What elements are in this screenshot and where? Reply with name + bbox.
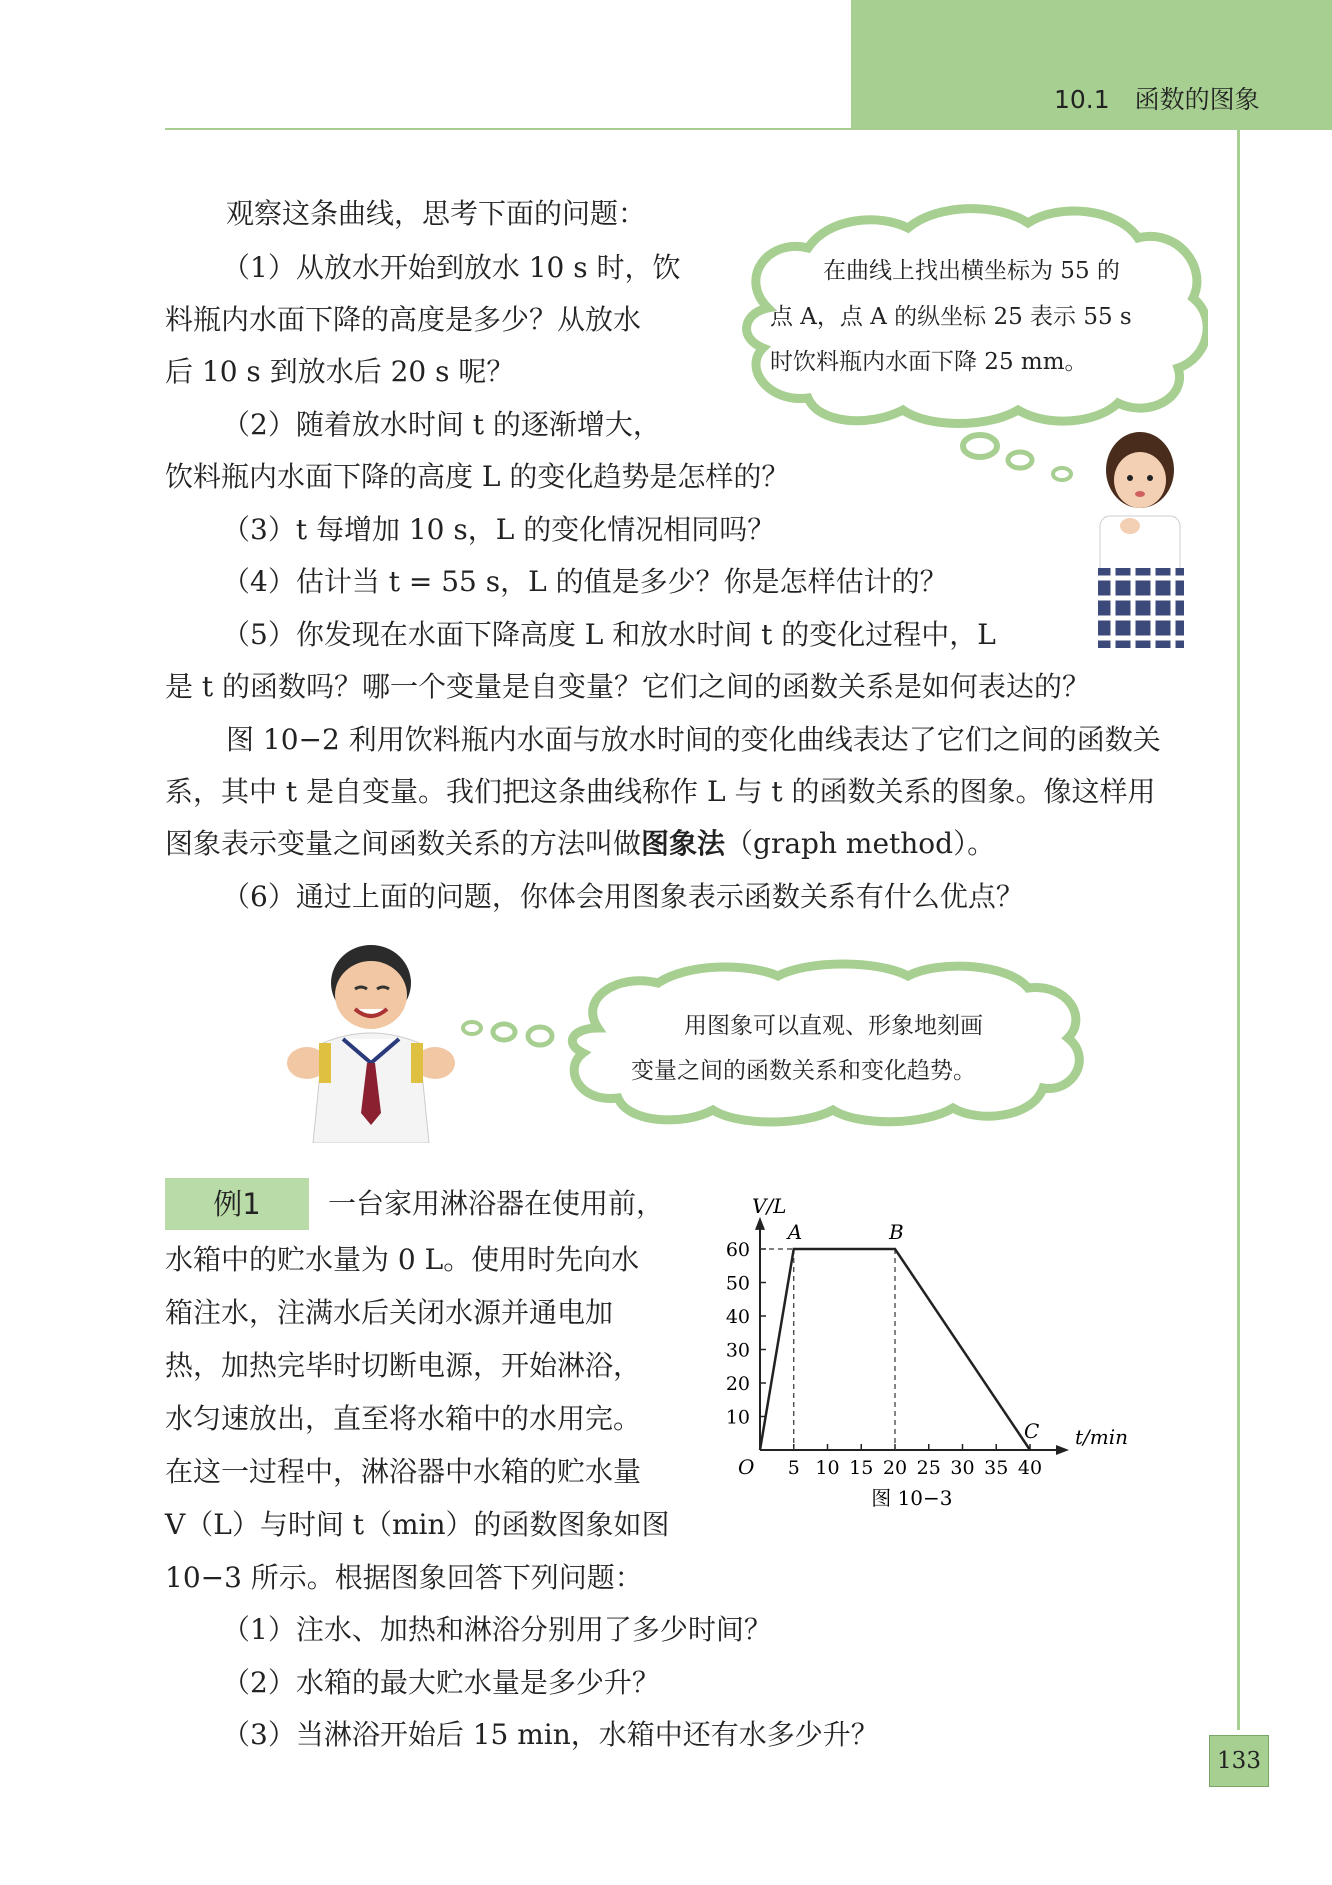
function-graph — [720, 1185, 1220, 1515]
girl-illustration — [1078, 428, 1193, 648]
text-line: 是 t 的函数吗？哪一个变量是自变量？它们之间的函数关系是如何表达的？ — [165, 670, 1091, 703]
example-question: （3）当淋浴开始后 15 min，水箱中还有水多少升？ — [222, 1718, 879, 1751]
text-line: 饮料瓶内水面下降的高度 L 的变化趋势是怎样的？ — [165, 460, 790, 493]
example-line: 10−3 所示。根据图象回答下列问题： — [165, 1561, 643, 1594]
bubble1-line: 在曲线上找出横坐标为 55 的 — [823, 258, 1120, 284]
y-axis-label: V/L — [752, 1193, 787, 1218]
text-line: 图 10−2 利用饮料瓶内水面与放水时间的变化曲线表达了它们之间的函数关 — [226, 723, 1161, 756]
graph-method-line: 图象表示变量之间函数关系的方法叫做图象法（graph method）。 — [165, 827, 996, 860]
example-line: 热，加热完毕时切断电源，开始淋浴， — [165, 1349, 642, 1382]
x-tick-label: 40 — [1017, 1457, 1043, 1479]
key-term: 图象法 — [641, 827, 726, 860]
bubble1-line: 点 A，点 A 的纵坐标 25 表示 55 s — [770, 304, 1132, 330]
x-tick-label: 25 — [916, 1457, 941, 1479]
example-line: 水匀速放出，直至将水箱中的水用完。 — [165, 1402, 642, 1435]
bubble2-line: 变量之间的函数关系和变化趋势。 — [631, 1058, 976, 1084]
text-line: （1）从放水开始到放水 10 s 时，饮 — [222, 251, 681, 284]
point-label: B — [889, 1220, 904, 1244]
text-line: 观察这条曲线，思考下面的问题： — [226, 197, 647, 230]
example-line: V（L）与时间 t（min）的函数图象如图 — [165, 1508, 670, 1541]
boy-illustration — [283, 943, 458, 1143]
y-tick-label: 50 — [725, 1272, 750, 1295]
section-title: 10.1 函数的图象 — [1054, 85, 1260, 114]
y-tick-label: 40 — [725, 1306, 750, 1328]
x-tick-label: 5 — [787, 1457, 800, 1479]
text-line: （3）t 每增加 10 s，L 的变化情况相同吗？ — [222, 513, 776, 546]
example-tag: 例1 — [165, 1178, 309, 1230]
x-tick-label: 10 — [815, 1457, 840, 1479]
y-axis-arrow — [755, 1217, 765, 1230]
point-label: A — [787, 1220, 803, 1244]
example-line: 水箱中的贮水量为 0 L。使用时先向水 — [165, 1243, 640, 1276]
text-line: 料瓶内水面下降的高度是多少？从放水 — [165, 303, 642, 336]
y-tick-label: 10 — [725, 1406, 750, 1429]
origin-label: O — [738, 1455, 755, 1479]
example-question: （1）注水、加热和淋浴分别用了多少时间？ — [222, 1613, 772, 1646]
header-rule — [165, 128, 1332, 130]
bubble1-line: 时饮料瓶内水面下降 25 mm。 — [770, 349, 1088, 375]
example-question: （2）水箱的最大贮水量是多少升？ — [222, 1666, 660, 1699]
x-tick-label: 30 — [950, 1457, 975, 1479]
example-line: 箱注水，注满水后关闭水源并通电加 — [165, 1296, 614, 1329]
thought-bubble — [458, 958, 1098, 1128]
example-line: 在这一过程中，淋浴器中水箱的贮水量 — [165, 1455, 642, 1488]
x-tick-label: 20 — [882, 1457, 908, 1479]
text-line: （2）随着放水时间 t 的逐渐增大， — [222, 408, 661, 441]
example-line: 一台家用淋浴器在使用前， — [328, 1187, 665, 1220]
x-axis-label: t/min — [1075, 1425, 1129, 1449]
x-axis-arrow — [1056, 1445, 1069, 1455]
text-line: （4）估计当 t = 55 s，L 的值是多少？你是怎样估计的？ — [222, 565, 948, 598]
x-tick-label: 35 — [984, 1457, 1009, 1479]
text-line: （5）你发现在水面下降高度 L 和放水时间 t 的变化过程中，L — [222, 618, 996, 651]
y-tick-label: 30 — [725, 1339, 750, 1362]
page-number: 133 — [1209, 1735, 1269, 1787]
y-tick-label: 20 — [725, 1373, 750, 1395]
text-line: 后 10 s 到放水后 20 s 呢？ — [165, 355, 515, 388]
text-line: 系，其中 t 是自变量。我们把这条曲线称作 L 与 t 的函数关系的图象。像这样用 — [165, 775, 1156, 808]
x-tick-label: 15 — [849, 1457, 874, 1479]
y-tick-label: 60 — [725, 1239, 750, 1261]
point-label: C — [1024, 1419, 1040, 1443]
bubble2-line: 用图象可以直观、形象地刻画 — [684, 1013, 983, 1039]
side-rule — [1237, 130, 1240, 1730]
figure-caption: 图 10−3 — [871, 1486, 953, 1510]
question-6: （6）通过上面的问题，你体会用图象表示函数关系有什么优点？ — [222, 880, 1024, 913]
